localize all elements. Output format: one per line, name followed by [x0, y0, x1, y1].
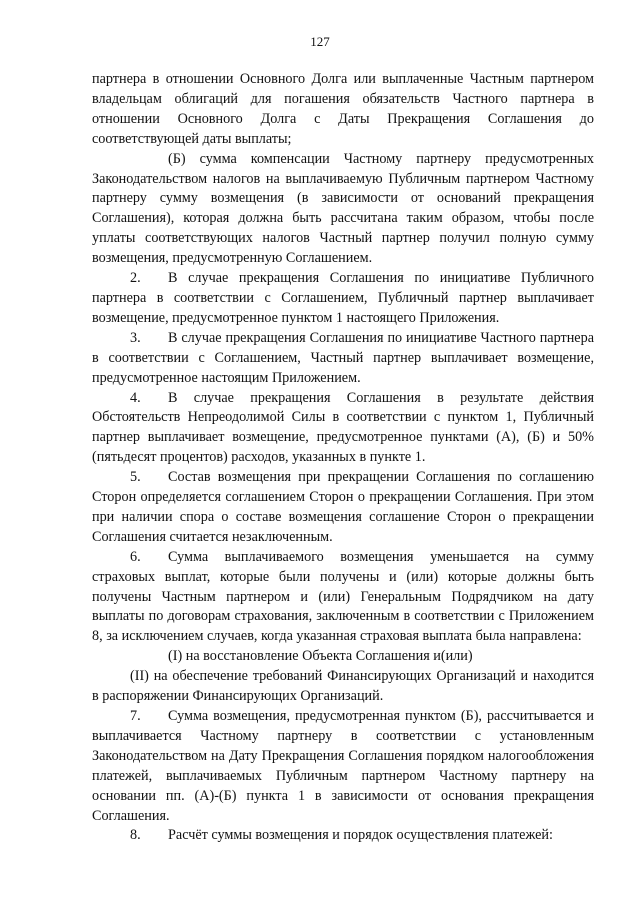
document-body	[92, 70, 594, 846]
paragraph-item-7	[92, 707, 594, 826]
item-number: 6.	[130, 548, 141, 565]
paragraph-item-4	[92, 389, 594, 469]
subitem-label: (I)	[168, 648, 183, 665]
paragraph-subitem-ii	[92, 667, 594, 707]
paragraph-text: на обеспечение требований Финансирующих Организаций и находится в распоряжении Финансирующих Организаций.	[92, 668, 594, 705]
paragraph-text: Состав возмещения при прекращении Соглашения по соглашению Сторон определяется соглашением Сторон о прекращении Соглашения. При этом при наличии спора о составе возмещения соглашение Сторон о прекращении Соглашения считается незаключенным.	[92, 469, 594, 545]
paragraph-item-5	[92, 468, 594, 548]
paragraph-item-3	[92, 329, 594, 389]
item-number: 2.	[130, 270, 141, 287]
paragraph-text: В случае прекращения Соглашения по инициативе Публичного партнера в соответствии с Соглашением, Публичный партнер выплачивает возмещение, предусмотренное пунктом 1 настоящего Приложения.	[92, 270, 594, 326]
subitem-label: (Б)	[168, 150, 186, 167]
page-number: 127	[310, 34, 330, 49]
paragraph-text: сумма компенсации Частному партнеру предусмотренных Законодательством налогов на выплачиваемую Публичным партнером Частному партнеру сумму возмещения (в зависимости от оснований прекращения Соглашения), которая должна быть рассчитана таким образом, чтобы после уплаты соответствующих налогов Частный партнер получил полную сумму возмещения, предусмотренную Соглашением.	[92, 150, 594, 267]
item-number: 7.	[130, 708, 141, 724]
paragraph-text: партнера в отношении Основного Долга или выплаченные Частным партнером владельцам облигаций для погашения обязательств Частного партнера в отношении Основного Долга с Даты Прекращения Соглашения до соответствующей даты выплаты;	[92, 71, 594, 147]
paragraph-text: на восстановление Объекта Соглашения и(или)	[185, 648, 473, 665]
paragraph-item-6	[92, 548, 594, 648]
paragraph-subitem-i	[92, 647, 594, 667]
item-number: 5.	[130, 469, 141, 486]
paragraph-text: В случае прекращения Соглашения в результате действия Обстоятельств Непреодолимой Силы в соответствии с пунктом 1, Публичный партнер выплачивает возмещение, предусмотренное пунктами (А), (Б) и 50% (пятьдесят процентов) расходов, указанных в пункте 1.	[92, 389, 594, 466]
paragraph-text: В случае прекращения Соглашения по инициативе Частного партнера в соответствии с Соглашением, Частный партнер выплачивает возмещение, предусмотренное настоящим Приложением.	[92, 329, 594, 386]
item-number: 3.	[130, 329, 141, 346]
paragraph-item-2	[92, 269, 594, 329]
paragraph-subitem-b	[92, 150, 594, 269]
item-number: 4.	[130, 389, 141, 406]
paragraph-text: Сумма возмещения, предусмотренная пунктом (Б), рассчитывается и выплачивается Частному партнеру в соответствии с установленным Законодательством на Дату Прекращения Соглашения порядком налогообложения платежей, выплачиваемых Публичным партнером Частному партнеру на основании пп. (А)-(Б) пункта 1 в зависимости от основания прекращения Соглашения.	[92, 708, 594, 824]
paragraph-continuation	[92, 70, 594, 150]
paragraph-text: Расчёт суммы возмещения и порядок осуществления платежей:	[168, 827, 553, 844]
item-number: 8.	[130, 827, 141, 844]
subitem-label: (II)	[130, 668, 149, 685]
paragraph-item-8	[92, 826, 594, 846]
paragraph-text: Сумма выплачиваемого возмещения уменьшается на сумму страховых выплат, которые были получены и (или) которые должны быть получены Частным партнером и (или) Генеральным Подрядчиком на дату выплаты по договорам страхования, заключенным в соответствии с Приложением 8, за исключением случаев, когда указанная страховая выплата была направлена:	[92, 548, 594, 645]
